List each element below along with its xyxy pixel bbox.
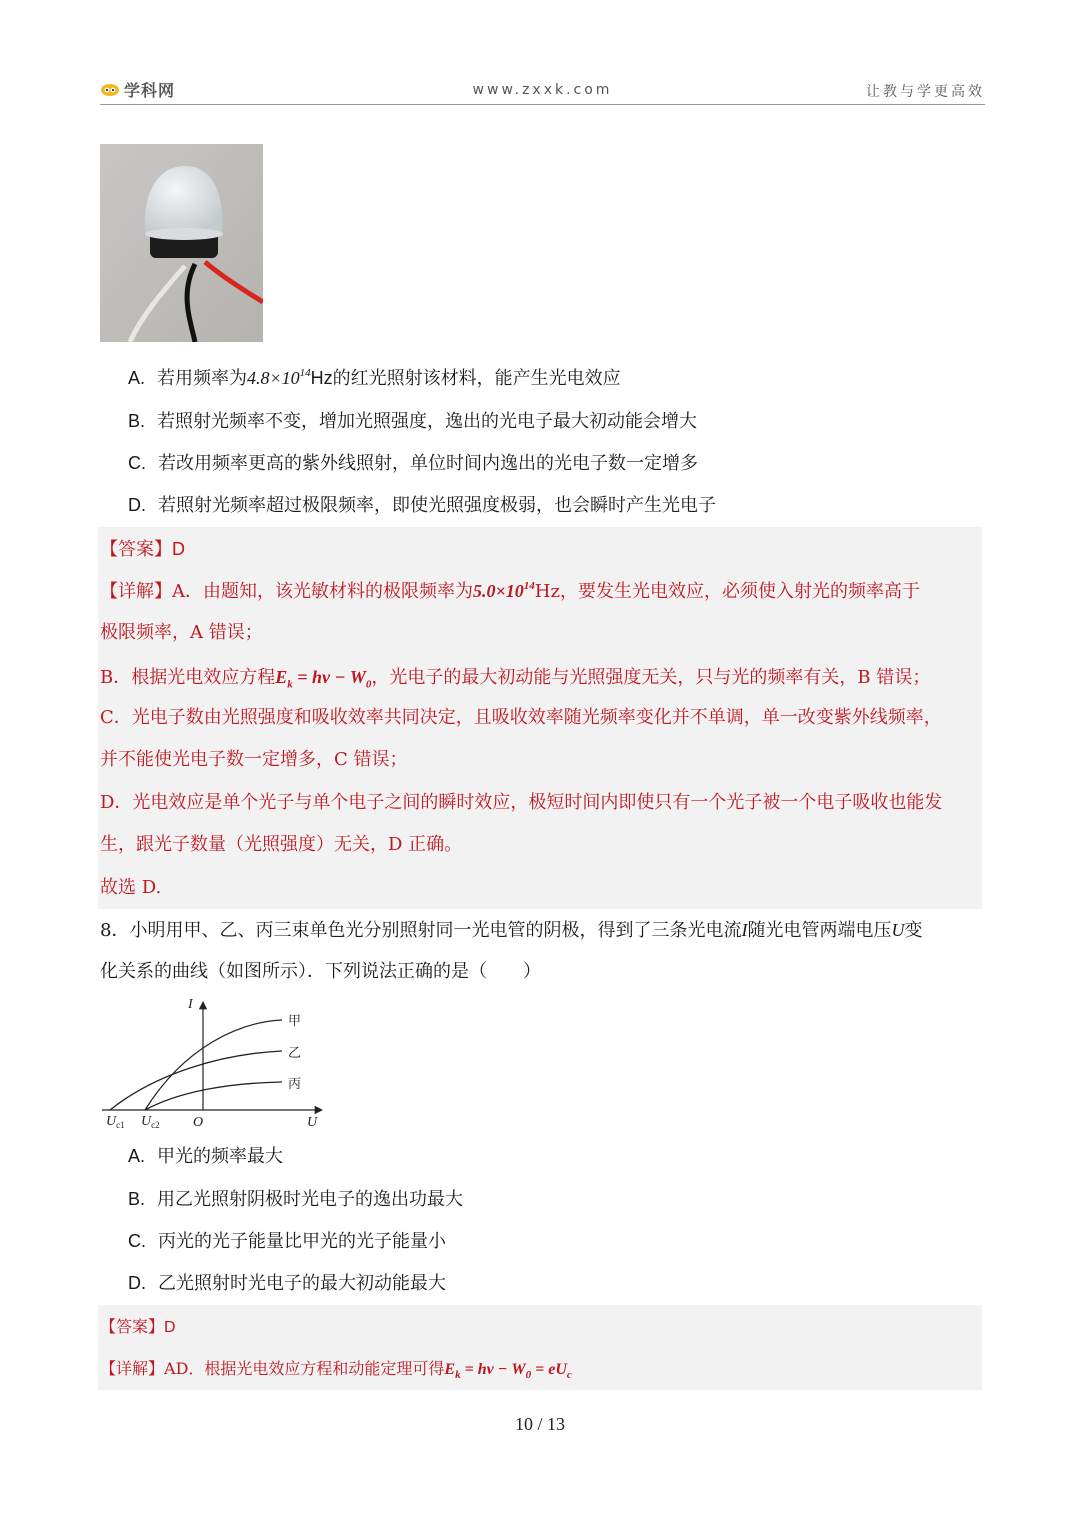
- option-letter: D.: [128, 495, 146, 515]
- answer-value: D: [172, 539, 185, 559]
- option-text: 丙光的光子能量比甲光的光子能量小: [158, 1231, 446, 1252]
- uc2-label: [141, 1114, 160, 1130]
- page-header: [100, 72, 985, 105]
- option-text: 若照射光频率不变，增加光照强度，逸出的光电子最大初动能会增大: [157, 411, 698, 432]
- detail-text: B．根据光电效应方程: [100, 667, 276, 688]
- eq-part: = hν − W: [460, 1361, 526, 1378]
- site-url: www.zxxk.com: [472, 82, 613, 98]
- option-letter: C.: [128, 1231, 146, 1251]
- stem-text-end: 变: [904, 920, 923, 941]
- math-exponent: 14: [523, 580, 535, 592]
- uc2-main: U: [141, 1114, 152, 1129]
- option-letter: D.: [128, 1273, 146, 1293]
- detail-label: 【详解】: [100, 581, 172, 602]
- detail-text-rest: Hz，要发生光电效应，必须使入射光的频率高于: [534, 581, 920, 602]
- math-base: 5.0×10: [473, 581, 524, 601]
- stem-text-mid: 随光电管两端电压: [747, 920, 892, 941]
- q7-option-c: [128, 451, 1013, 476]
- q7-detail-c: C．光电子数由光照强度和吸收效率共同决定，且吸收效率随光频率变化并不单调，单一改变紫外线频率，: [100, 707, 942, 728]
- eq-sub: k: [455, 1369, 461, 1382]
- eq-sub: c: [566, 1369, 572, 1382]
- detail-text: AD．根据光电效应方程和动能定理可得: [164, 1359, 445, 1378]
- q8-option-c: [128, 1229, 1013, 1254]
- answer-value: D: [164, 1319, 176, 1336]
- option-text: 若照射光频率超过极限频率，即使光照强度极弱，也会瞬时产生光电子: [158, 495, 716, 516]
- curve-yi: [110, 1051, 282, 1110]
- curve-bing: [145, 1082, 282, 1110]
- stem-text: 8．小明用甲、乙、丙三束单色光分别照射同一光电管的阴极，得到了三条光电流: [100, 920, 742, 941]
- q7-detail-c-cont: 并不能使光电子数一定增多，C 错误；: [100, 749, 408, 770]
- curve-label-jia: 甲: [288, 1014, 302, 1029]
- logo-text: 学科网: [124, 81, 176, 100]
- symbol-U: U: [891, 920, 905, 940]
- eq-part: E: [444, 1361, 456, 1378]
- q7-detail-b: [100, 665, 985, 690]
- q7-detail-d-cont: 生，跟光子数量（光照强度）无关，D 正确。: [100, 834, 463, 855]
- q8-stem: [100, 918, 985, 943]
- q7-option-d: [128, 493, 1013, 518]
- q8-option-b: [128, 1187, 1013, 1212]
- q7-detail-a-cont: 极限频率，A 错误；: [100, 622, 263, 643]
- unit: Hz: [310, 368, 333, 388]
- q8-answer: [100, 1315, 985, 1340]
- q7-conclusion: 故选 D.: [100, 877, 162, 898]
- detail-text-rest: ，光电子的最大初动能与光照强度无关，只与光的频率有关，B 错误；: [371, 667, 931, 688]
- x-axis-label: U: [307, 1115, 318, 1130]
- eq-sub: 0: [365, 678, 372, 691]
- origin-label: O: [193, 1115, 204, 1130]
- y-axis-label: I: [188, 997, 193, 1012]
- uc1-sub: c1: [116, 1120, 125, 1130]
- q8-detail: [100, 1357, 985, 1382]
- answer-label: 【答案】: [100, 539, 172, 560]
- option-letter: C.: [128, 453, 146, 473]
- curve-label-yi: 乙: [288, 1046, 302, 1061]
- light-sensor-photo: [100, 144, 263, 342]
- option-text: 甲光的频率最大: [157, 1146, 284, 1167]
- math-value: [247, 368, 311, 388]
- curve-jia: [145, 1020, 282, 1110]
- option-letter: B.: [128, 1189, 146, 1209]
- option-letter: A.: [128, 1146, 146, 1166]
- math-value: [473, 581, 535, 601]
- option-letter: B.: [128, 411, 146, 431]
- eq-part: E: [275, 667, 288, 687]
- q7-answer: [100, 537, 985, 562]
- eq-sub: 0: [525, 1369, 532, 1382]
- q8-stem-cont: 化关系的曲线（如图所示）．下列说法正确的是（ ）: [100, 961, 541, 982]
- option-text: 若改用频率更高的紫外线照射，单位时间内逸出的光电子数一定增多: [158, 453, 698, 474]
- q8-option-a: [128, 1144, 1013, 1169]
- q7-detail-d: D．光电效应是单个光子与单个电子之间的瞬时效应，极短时间内即使只有一个光子被一个电子吸收也能发: [100, 792, 943, 813]
- option-text: 乙光照射时光电子的最大初动能最大: [158, 1273, 446, 1294]
- slogan: 让教与学更高效: [866, 84, 985, 100]
- math-base: 4.8×10: [247, 368, 300, 388]
- eq-part: = hν − W: [292, 667, 366, 687]
- q7-option-a: [128, 366, 1013, 391]
- option-letter: A.: [128, 368, 146, 388]
- equation: [275, 667, 372, 691]
- uc1-main: U: [106, 1114, 117, 1129]
- option-text: 用乙光照射阴极时光电子的逸出功最大: [157, 1189, 464, 1210]
- iu-curve-diagram: [100, 996, 330, 1132]
- eq-sub: k: [287, 678, 293, 691]
- uc2-sub: c2: [151, 1120, 160, 1130]
- q8-option-d: [128, 1271, 1013, 1296]
- answer-label: 【答案】: [100, 1317, 165, 1336]
- q7-option-b: [128, 409, 1013, 434]
- q7-detail-a: [100, 579, 985, 604]
- equation: [444, 1361, 572, 1382]
- page-number: 10 / 13: [514, 1414, 565, 1434]
- detail-label: 【详解】: [100, 1359, 165, 1378]
- curve-label-bing: 丙: [288, 1077, 302, 1092]
- detail-text: A．由题知，该光敏材料的极限频率为: [172, 581, 473, 602]
- uc1-label: [106, 1114, 125, 1130]
- symbol-I: I: [741, 920, 748, 940]
- option-text-rest: 的红光照射该材料，能产生光电效应: [332, 368, 621, 389]
- eq-part: = eU: [531, 1361, 567, 1378]
- math-exponent: 14: [299, 367, 311, 379]
- option-text: 若用频率为: [157, 368, 248, 389]
